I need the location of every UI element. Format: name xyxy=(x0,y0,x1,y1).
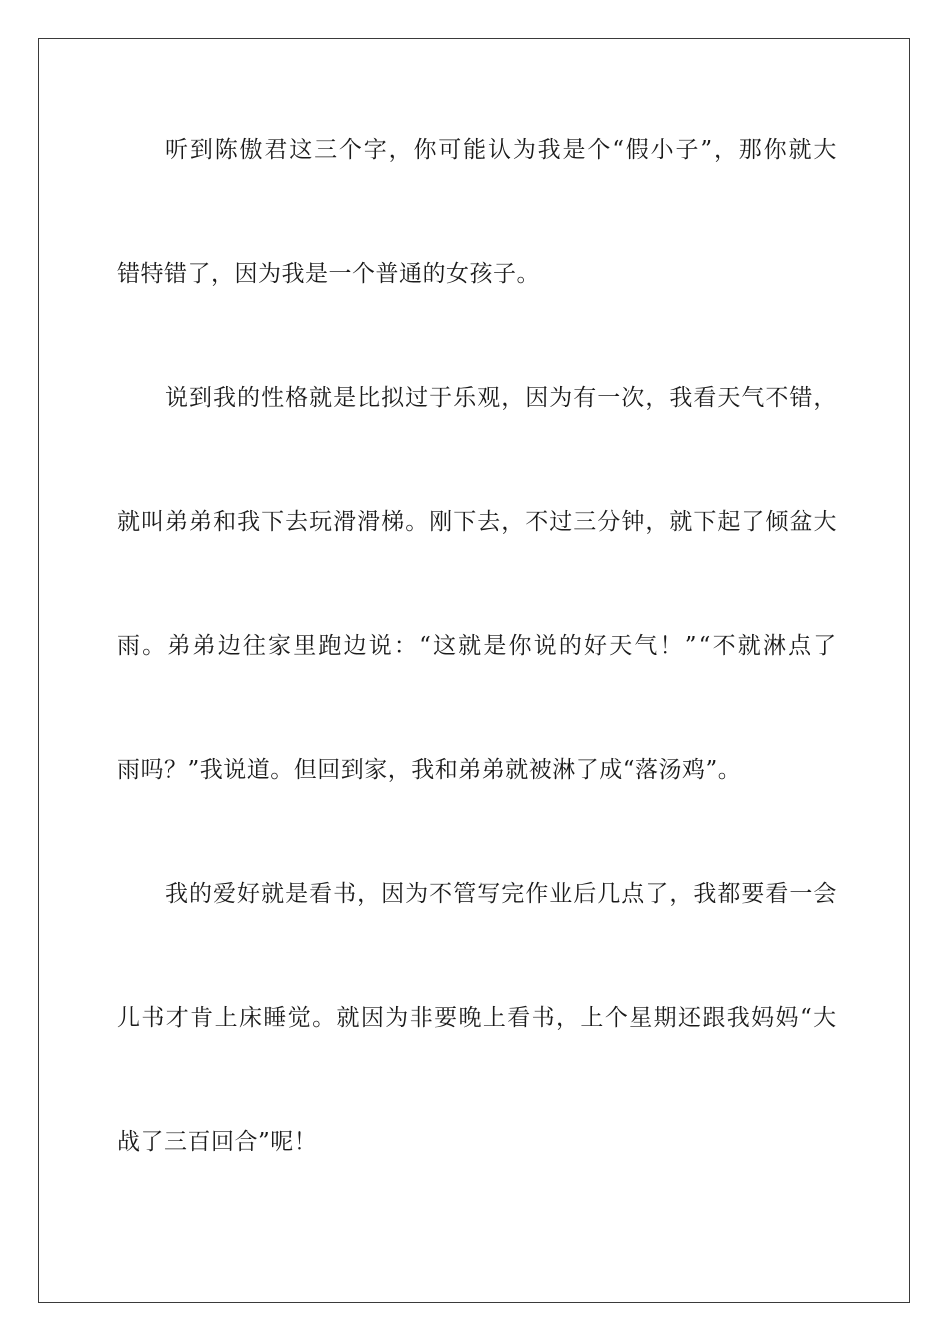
paragraph-2-line-3: 雨 。 弟 弟 边 往 家 里 跑 边 说 ： “ 这 就 是 你 说 的 好 天 气 ！ ” “ 不 就 淋 点 了 xyxy=(117,633,837,659)
paragraph-1-line-1: 听 到 陈 傲 君 这 三 个 字 ， 你 可 能 认 为 我 是 个 “ 假 小 子 ” ， 那 你 就 大 xyxy=(165,137,837,163)
paragraph-3-line-1: 我 的 爱 好 就 是 看 书 ， 因 为 不 管 写 完 作 业 后 几 点 了 ， 我 都 要 看 一 会 xyxy=(165,881,837,907)
paragraph-3-line-3: 战了三百回合”呢！ xyxy=(117,1129,318,1155)
page-border xyxy=(38,38,910,1303)
paragraph-3-line-2: 儿 书 才 肯 上 床 睡 觉 。 就 因 为 非 要 晚 上 看 书 ， 上 个 星 期 还 跟 我 妈 妈 “ 大 xyxy=(117,1005,837,1031)
paragraph-2-line-4: 雨吗？”我说道。但回到家，我和弟弟就被淋了成“落汤鸡”。 xyxy=(117,757,742,783)
paragraph-2-line-2: 就 叫 弟 弟 和 我 下 去 玩 滑 滑 梯 。 刚 下 去 ， 不 过 三 分 钟 ， 就 下 起 了 倾 盆 大 xyxy=(117,509,837,535)
paragraph-1-line-2: 错特错了，因为我是一个普通的女孩子。 xyxy=(117,261,540,287)
paragraph-2-line-1: 说 到 我 的 性 格 就 是 比 拟 过 于 乐 观 ， 因 为 有 一 次 ， 我 看 天 气 不 错 ， xyxy=(165,385,837,411)
